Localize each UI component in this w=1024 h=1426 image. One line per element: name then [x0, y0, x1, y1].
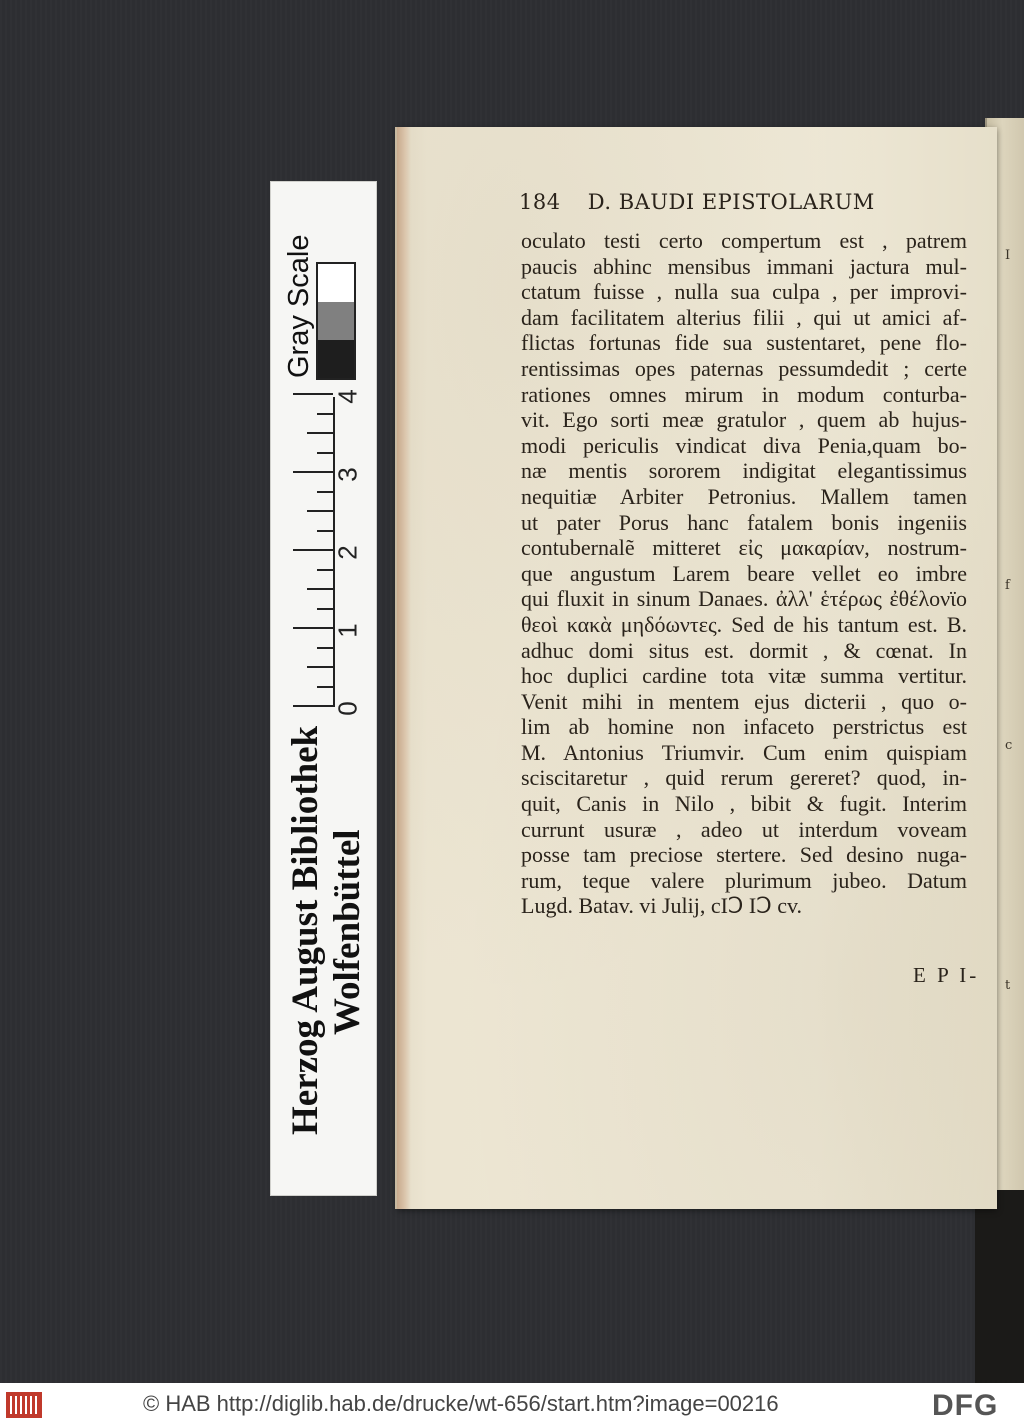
text-line: rentissimas opes paternas pessumdedit ; certe — [521, 355, 967, 381]
text-line: dam facilitatem alterius filii , qui ut amici af- — [521, 304, 967, 330]
text-line: rationes omnes mirum in modum conturba- — [521, 381, 967, 407]
text-line: paucis abhinc mensibus immani jactura mul- — [521, 253, 967, 279]
text-line: Venit mihi in mentem ejus dicterii , quo o- — [521, 688, 967, 714]
text-line: ut pater Porus hanc fatalem bonis ingeniis — [521, 509, 967, 535]
text-line: sciscitaretur , quid rerum gereret? quod, in- — [521, 765, 967, 791]
text-line: que angustum Larem beare vellet eo imbre — [521, 560, 967, 586]
swatch-white — [318, 264, 354, 302]
ruler-tick — [307, 666, 333, 668]
hab-logo-icon — [6, 1392, 42, 1418]
ruler-number: 2 — [332, 545, 363, 560]
ruler-tick — [293, 549, 333, 551]
swatch-gray — [318, 302, 354, 340]
swatch-black — [318, 340, 354, 378]
ruler-tick — [317, 647, 333, 649]
ruler-tick — [317, 491, 333, 493]
institution-name: Herzog August Bibliothek — [285, 725, 326, 1135]
ruler-tick — [317, 413, 333, 415]
page-number: 184 — [519, 190, 561, 214]
text-line: adhuc domi situs est. dormit , & cœnat. In — [521, 637, 967, 663]
book-page — [397, 127, 997, 1209]
ruler-tick — [317, 608, 333, 610]
text-line: quit, Canis in Nilo , bibit & fugit. Interim — [521, 791, 967, 817]
text-line: oculato testi certo compertum est , patrem — [521, 228, 967, 253]
text-line: næ mentis sororem indigitat elegantissimus — [521, 458, 967, 484]
ruler-tick — [293, 471, 333, 473]
text-line: vit. Ego sorti meæ gratulor , quem ab hujus- — [521, 407, 967, 433]
text-line: modi periculis vindicat diva Penia,quam bo- — [521, 432, 967, 458]
ruler-number: 1 — [332, 623, 363, 638]
ruler-tick — [317, 452, 333, 454]
ruler-tick — [317, 569, 333, 571]
institution-city: Wolfenbüttel — [327, 829, 368, 1035]
footer-bar — [0, 1383, 1024, 1426]
text-line: Lugd. Batav. vi Julij, cIↃ IↃ cv. — [521, 893, 803, 919]
text-line: nequitiæ Arbiter Petronius. Mallem tamen — [521, 483, 967, 509]
ruler-tick — [293, 393, 333, 395]
facing-page-edge: I f c t — [985, 118, 1024, 1238]
ruler-number: 0 — [332, 701, 363, 716]
ruler-tick — [307, 432, 333, 434]
ruler-tick — [293, 627, 333, 629]
letter-body — [521, 228, 967, 919]
gray-scale-label: Gray Scale — [283, 234, 315, 378]
running-header — [519, 190, 969, 214]
text-line: ctatum fuisse , nulla sua culpa , per improvi- — [521, 279, 967, 305]
ruler-number: 4 — [332, 389, 363, 404]
text-line: hoc duplici cardine tota vitæ summa vertitur. — [521, 663, 967, 689]
ruler-tick — [307, 588, 333, 590]
text-line: θεοὶ κακὰ μηδόωντες. Sed de his tantum est. B. — [521, 611, 967, 637]
gray-scale-swatches — [316, 262, 356, 380]
text-line: M. Antonius Triumvir. Cum enim quispiam — [521, 739, 967, 765]
dfg-logo: DFG — [932, 1389, 999, 1422]
catchword: E P I- — [913, 963, 980, 987]
text-line: currunt usuræ , adeo ut interdum voveam — [521, 816, 967, 842]
ruler-tick — [293, 705, 333, 707]
text-line: flictas fortunas fide sua sustentaret, pene flo- — [521, 330, 967, 356]
text-line: posse tam preciose stertere. Sed desino nuga- — [521, 842, 967, 868]
text-line: contubernalẽ mitteret εἰς μακαρίαν, nostrum- — [521, 535, 967, 561]
ruler-tick — [317, 530, 333, 532]
ruler-number: 3 — [332, 467, 363, 482]
text-line: qui fluxit in sinum Danaes. ἀλλ' ἑτέρως ἐθέλονϊο — [521, 586, 967, 612]
header-title: D. BAUDI EPISTOLARUM — [587, 190, 875, 214]
ruler-tick — [317, 686, 333, 688]
text-line: lim ab homine non infaceto perstrictus est — [521, 714, 967, 740]
source-url-link[interactable]: © HAB http://diglib.hab.de/drucke/wt-656/start.htm?image=00216 — [143, 1391, 779, 1416]
ruler-tick — [307, 510, 333, 512]
book-binding — [975, 1190, 1024, 1383]
text-line: rum, teque valere plurimum jubeo. Datum — [521, 867, 967, 893]
